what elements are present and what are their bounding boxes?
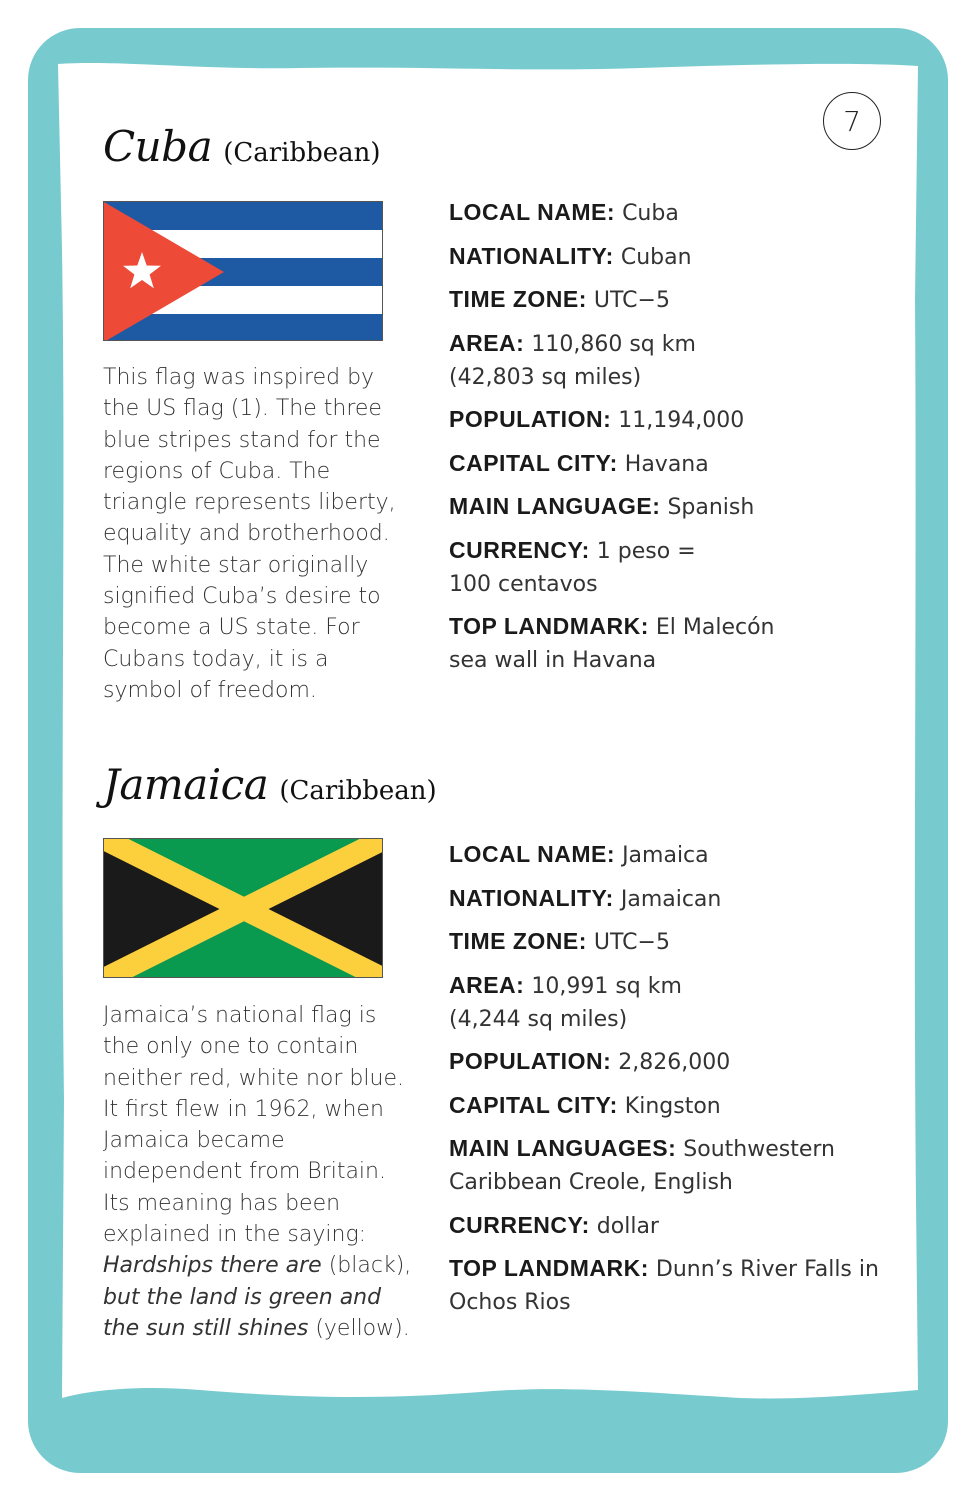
country-region: (Caribbean) — [223, 138, 381, 168]
page-number-badge — [823, 92, 881, 150]
page-number: 7 — [843, 104, 861, 138]
country-title — [103, 760, 437, 809]
country-region: (Caribbean) — [279, 776, 437, 806]
fact-capital-city: CAPITAL CITY: Kingston — [449, 1091, 721, 1119]
country-name: Jamaica — [103, 760, 269, 809]
facts-list — [449, 838, 879, 1329]
fact-currency: CURRENCY: dollar — [449, 1211, 659, 1239]
fact-local-name: LOCAL NAME: Jamaica — [449, 841, 709, 868]
fact-nationality: NATIONALITY: Cuban — [449, 242, 692, 270]
fact-currency: CURRENCY: 1 peso = 100 centavos — [449, 536, 696, 597]
fact-main-languages: MAIN LANGUAGES: Southwestern Caribbean Creole, English — [449, 1135, 835, 1195]
flag-description — [103, 362, 413, 706]
fact-time-zone: TIME ZONE: UTC−5 — [449, 286, 670, 313]
facts-list — [449, 196, 879, 687]
fact-local-name: LOCAL NAME: Cuba — [449, 199, 679, 226]
fact-main-language: MAIN LANGUAGE: Spanish — [449, 493, 755, 520]
saying-part-1: Hardships there are — [103, 1253, 322, 1279]
flag-description: Jamaica’s national flag is the only one to contain neither red, white nor blue. It first flew in 1962, when Jamaica became independent from Britain. Its meaning has been explained in the saying: Hardships there are (black), but the land is green and the sun still shines (yellow). — [103, 1003, 412, 1341]
fact-area: AREA: 110,860 sq km (42,803 sq miles) — [449, 329, 696, 390]
saying-part-2: but the land is green and the sun still shines — [103, 1284, 382, 1341]
country-name: Cuba — [103, 122, 213, 171]
description-text: Jamaica’s national flag is the only one to contain neither red, white nor blue. It first flew in 1962, when Jamaica became independent from Britain. Its meaning has been explained in the saying: — [103, 1003, 404, 1248]
fact-capital-city: CAPITAL CITY: Havana — [449, 449, 709, 477]
fact-area: AREA: 10,991 sq km (4,244 sq miles) — [449, 971, 682, 1032]
description-text: This flag was inspired by the US flag (1). The three blue stripes stand for the regions of Cuba. The triangle represents liberty, equality and brotherhood. The white star originally signified Cuba’s desire to become a US state. For Cubans today, it is a symbol of freedom. — [103, 365, 396, 703]
fact-top-landmark: TOP LANDMARK: El Malecón sea wall in Havana — [449, 613, 775, 673]
country-title — [103, 122, 381, 171]
flag-cuba — [103, 201, 383, 341]
fact-population: POPULATION: 11,194,000 — [449, 406, 745, 433]
fact-top-landmark: TOP LANDMARK: Dunn’s River Falls in Ochos Rios — [449, 1255, 879, 1315]
fact-time-zone: TIME ZONE: UTC−5 — [449, 928, 670, 955]
flag-jamaica — [103, 838, 383, 978]
fact-nationality: NATIONALITY: Jamaican — [449, 884, 722, 912]
fact-population: POPULATION: 2,826,000 — [449, 1048, 731, 1075]
